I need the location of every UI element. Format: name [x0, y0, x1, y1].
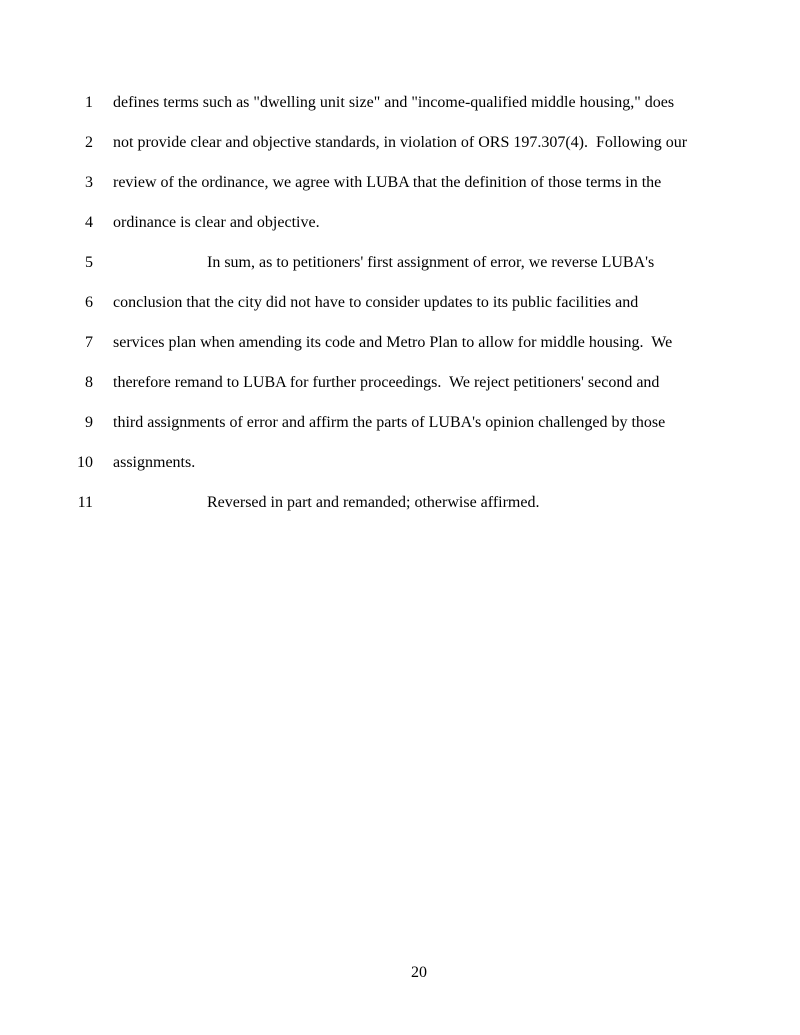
document-line — [0, 323, 800, 363]
line-text: review of the ordinance, we agree with LUBA that the definition of those terms in the — [113, 174, 662, 191]
document-line — [0, 203, 800, 243]
line-text: third assignments of error and affirm the parts of LUBA's opinion challenged by those — [113, 414, 666, 431]
line-number: 11 — [77, 494, 93, 511]
document-line — [0, 363, 800, 403]
line-text: ordinance is clear and objective. — [113, 214, 320, 231]
line-number: 1 — [85, 94, 93, 111]
line-text: In sum, as to petitioners' first assignment of error, we reverse LUBA's — [207, 254, 655, 271]
document-body — [0, 83, 800, 523]
line-number: 5 — [85, 254, 93, 271]
line-number: 3 — [85, 174, 93, 191]
line-text: therefore remand to LUBA for further proceedings. We reject petitioners' second and — [113, 374, 660, 391]
document-line — [0, 243, 800, 283]
document-line — [0, 403, 800, 443]
line-number: 4 — [85, 214, 93, 231]
line-number: 8 — [85, 374, 93, 391]
page-number: 20 — [411, 964, 427, 981]
line-number: 6 — [85, 294, 93, 311]
line-text: services plan when amending its code and Metro Plan to allow for middle housing. We — [113, 334, 673, 351]
line-text: defines terms such as "dwelling unit size" and "income-qualified middle housing," does — [113, 94, 675, 111]
document-line — [0, 283, 800, 323]
document-line — [0, 163, 800, 203]
line-number: 10 — [77, 454, 93, 471]
document-line — [0, 483, 800, 523]
line-number: 7 — [85, 334, 93, 351]
document-line — [0, 123, 800, 163]
line-number: 2 — [85, 134, 93, 151]
line-text: conclusion that the city did not have to consider updates to its public facilities and — [113, 294, 639, 311]
line-text: not provide clear and objective standards, in violation of ORS 197.307(4). Following our — [113, 134, 688, 151]
document-line — [0, 443, 800, 483]
line-text: assignments. — [113, 454, 196, 471]
line-text: Reversed in part and remanded; otherwise affirmed. — [207, 494, 540, 511]
line-number: 9 — [85, 414, 93, 431]
document-line — [0, 83, 800, 123]
